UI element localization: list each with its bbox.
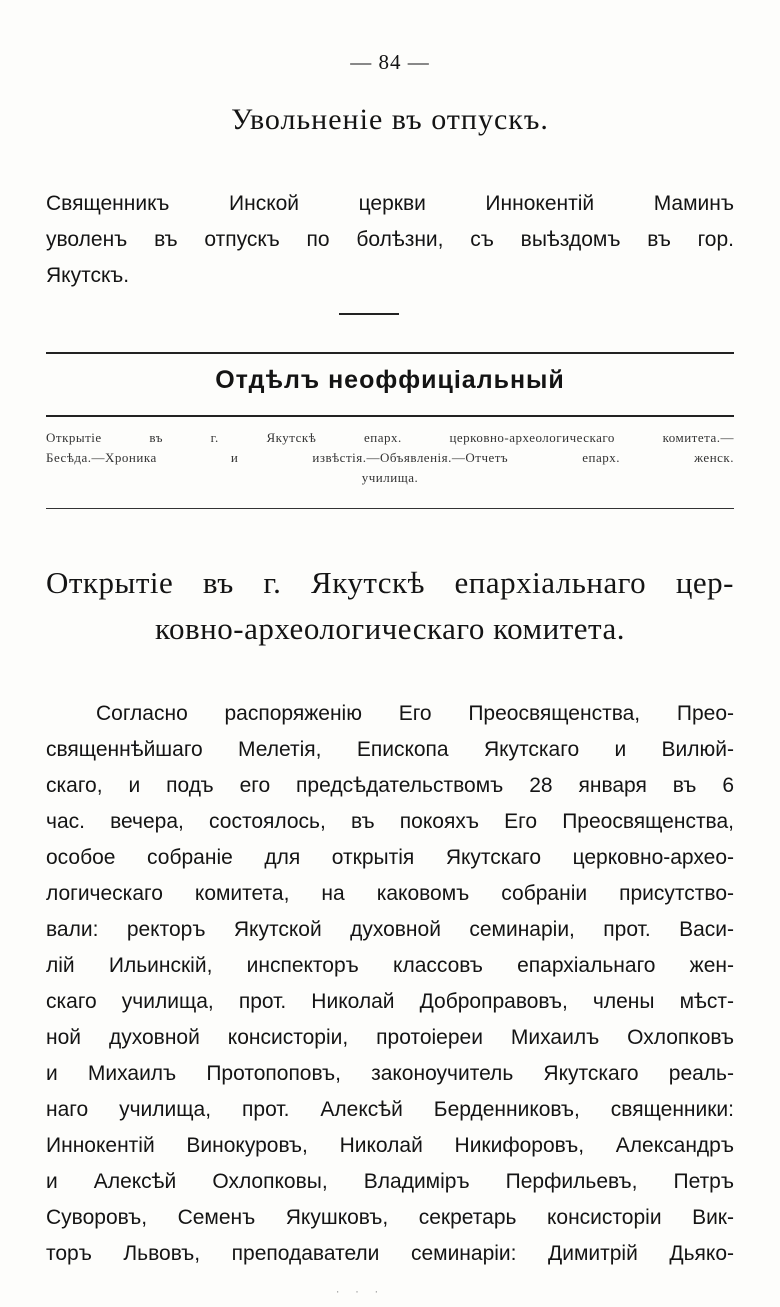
notice-line: уволенъ въ отпускъ по болѣзни, съ выѣздомъ въ гор.: [46, 228, 734, 251]
body-line: и Алексѣй Охлопковы, Владиміръ Перфильевъ, Петръ: [46, 1170, 734, 1193]
body-line: Иннокентій Винокуровъ, Николай Никифоровъ, Александръ: [46, 1134, 734, 1157]
body-line: и Михаилъ Протопоповъ, законоучитель Якутскаго реаль-: [46, 1062, 734, 1085]
article-title: [46, 560, 734, 652]
section-top-rule: [46, 352, 734, 354]
section-contents: [46, 428, 734, 488]
notice-title: Увольненіе въ отпускъ.: [231, 103, 549, 136]
body-line: лій Ильинскій, инспекторъ классовъ епархіальнаго жен-: [46, 954, 734, 977]
body-line: Суворовъ, Семенъ Якушковъ, секретарь консисторіи Вик-: [46, 1206, 734, 1229]
body-line: вали: ректоръ Якутской духовной семинаріи, прот. Васи-: [46, 918, 734, 941]
article-title-line: Открытіе въ г. Якутскѣ епархіальнаго цер-: [46, 565, 734, 600]
body-line: священнѣйшаго Мелетія, Епископа Якутскаго и Вилюй-: [46, 738, 734, 761]
section-title-rule: [46, 415, 734, 417]
article-body: [46, 696, 734, 1272]
page-number: — 84 —: [350, 50, 430, 74]
body-line: скаго училища, прот. Николай Доброправовъ, члены мѣст-: [46, 990, 734, 1013]
body-line: Согласно распоряженію Его Преосвященства, Прео-: [96, 702, 734, 725]
section-title: Отдѣлъ неоффиціальный: [215, 366, 565, 394]
scan-artifact: · · ·: [335, 1284, 385, 1298]
body-line: наго училища, прот. Алексѣй Берденниковъ, священники:: [46, 1098, 734, 1121]
body-line: скаго, и подъ его предсѣдательствомъ 28 января въ 6: [46, 774, 734, 797]
contents-line: Бесѣда.—Хроника и извѣстія.—Объявленія.—Отчетъ епарх. женск.: [46, 450, 734, 465]
body-line: торъ Львовъ, преподаватели семинаріи: Димитрій Дьяко-: [46, 1242, 734, 1265]
body-line: логическаго комитета, на каковомъ собраніи присутство-: [46, 882, 734, 905]
notice-line: Якутскъ.: [46, 264, 130, 287]
notice-line: Священникъ Инской церкви Иннокентій Маминъ: [46, 192, 734, 215]
section-bottom-rule: [46, 508, 734, 509]
article-title-line: ковно-археологическаго комитета.: [155, 611, 625, 646]
contents-line: Открытіе въ г. Якутскѣ епарх. церковно-археологическаго комитета.—: [46, 430, 734, 445]
body-line: особое собраніе для открытія Якутскаго церковно-архео-: [46, 846, 734, 869]
body-line: ной духовной консисторіи, протоіереи Михаилъ Охлопковъ: [46, 1026, 734, 1049]
body-line: час. вечера, состоялось, въ покояхъ Его Преосвященства,: [46, 810, 734, 833]
notice-paragraph: [46, 186, 734, 294]
short-divider: [339, 313, 399, 315]
contents-line: училища.: [361, 470, 419, 485]
